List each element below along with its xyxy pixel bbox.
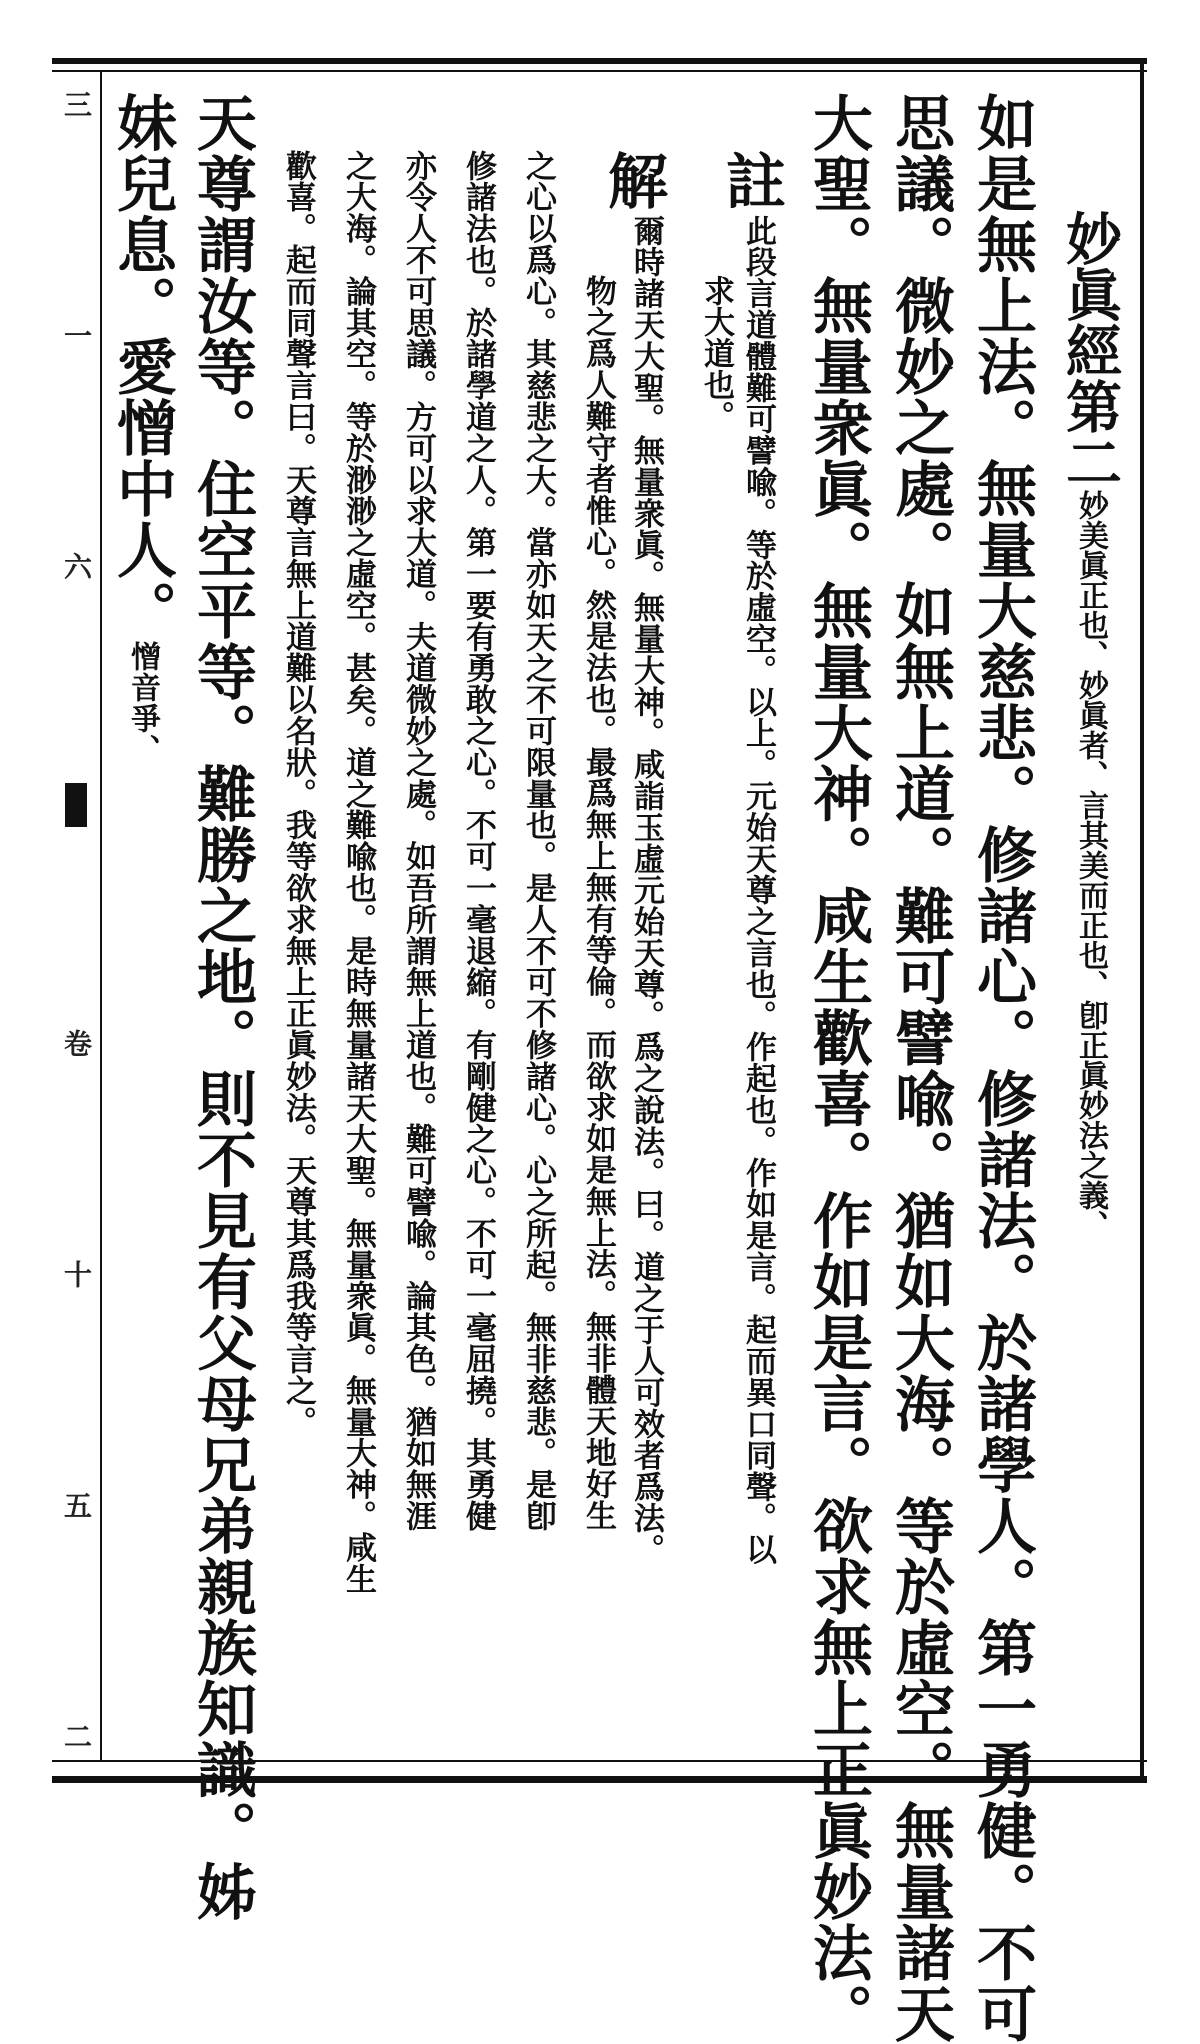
note-line: 求大道也。: [698, 275, 734, 432]
explanation-line: 亦令人不可思議。方可以求大道。夫道微妙之處。如吾所謂無上道也。難可譬喩。論其色。猶如無涯: [400, 150, 436, 1532]
chapter-title: 妙眞經第二: [1057, 210, 1123, 490]
margin-mark: 三: [60, 90, 93, 118]
explanation-line: 爾時諸天大聖。無量衆眞。無量大神。咸詣玉虛元始天尊。爲之說法。曰。道之于人可效者爲法。: [628, 215, 664, 1566]
note-line: 此段言道體難可譬喩。等於虛空。以上。元始天尊之言也。作起也。作如是言。起而異口同聲。以: [740, 215, 776, 1566]
explanation-line: 歡喜。起而同聲言曰。天尊言無上道難以名狀。我等欲求無上正眞妙法。天尊其爲我等言之。: [280, 150, 316, 1438]
pronunciation-note: 憎音爭、: [125, 641, 160, 765]
margin-ink-block: [65, 783, 87, 827]
page-margin: [54, 90, 98, 1750]
explanation-line: 之心以爲心。其慈悲之大。當亦如天之不可限量也。是人不可不修諸心。心之所起。無非慈悲。是卽: [520, 150, 556, 1532]
left-border-rule: [100, 70, 102, 1760]
scripture-line: 思議。微妙之處。如無上道。難可譬喩。猶如大海。等於虛空。無量諸天: [885, 92, 955, 2044]
explanation-line: 物之爲人難守者惟心。然是法也。最爲無上無有等倫。而欲求如是無上法。無非體天地好生: [580, 275, 616, 1531]
chapter-title-column: [1057, 210, 1123, 1240]
chapter-title-note: 妙美眞正也、妙眞者、言其美而正也、卽正眞妙法之義、: [1073, 490, 1108, 1240]
top-border-rule: [52, 58, 1147, 64]
margin-mark: 一: [60, 320, 93, 349]
scripture-text: 妹兒息。愛憎中人。: [107, 92, 177, 641]
right-border-rule: [1140, 60, 1144, 1780]
margin-mark: 二: [60, 1721, 93, 1750]
explanation-line: 之大海。論其空。等於渺渺之虛空。甚矣。道之難喩也。是時無量諸天大聖。無量衆眞。無量大神。咸生: [340, 150, 376, 1595]
scripture-line: 大聖。無量衆眞。無量大神。咸生歡喜。作如是言。欲求無上正眞妙法。: [803, 92, 873, 2044]
explanation-line: 修諸法也。於諸學道之人。第一要有勇敢之心。不可一毫退縮。有剛健之心。不可一毫屈撓。其勇健: [460, 150, 496, 1532]
scripture-line: 如是無上法。無量大慈悲。修諸心。修諸法。於諸學人。第一勇健。不可: [967, 92, 1037, 2044]
scripture-line-last: [107, 92, 177, 765]
margin-mark: 卷: [60, 1029, 93, 1058]
explanation-label: 解: [598, 150, 668, 210]
scripture-line: 天尊謂汝等。住空平等。難勝之地。則不見有父母兄弟親族知識。姊: [187, 92, 257, 1922]
margin-mark: 十: [60, 1260, 93, 1289]
top-border-rule-inner: [52, 70, 1147, 72]
margin-mark: 六: [60, 551, 93, 580]
note-label: 註: [716, 150, 786, 210]
margin-mark: 五: [60, 1491, 93, 1520]
